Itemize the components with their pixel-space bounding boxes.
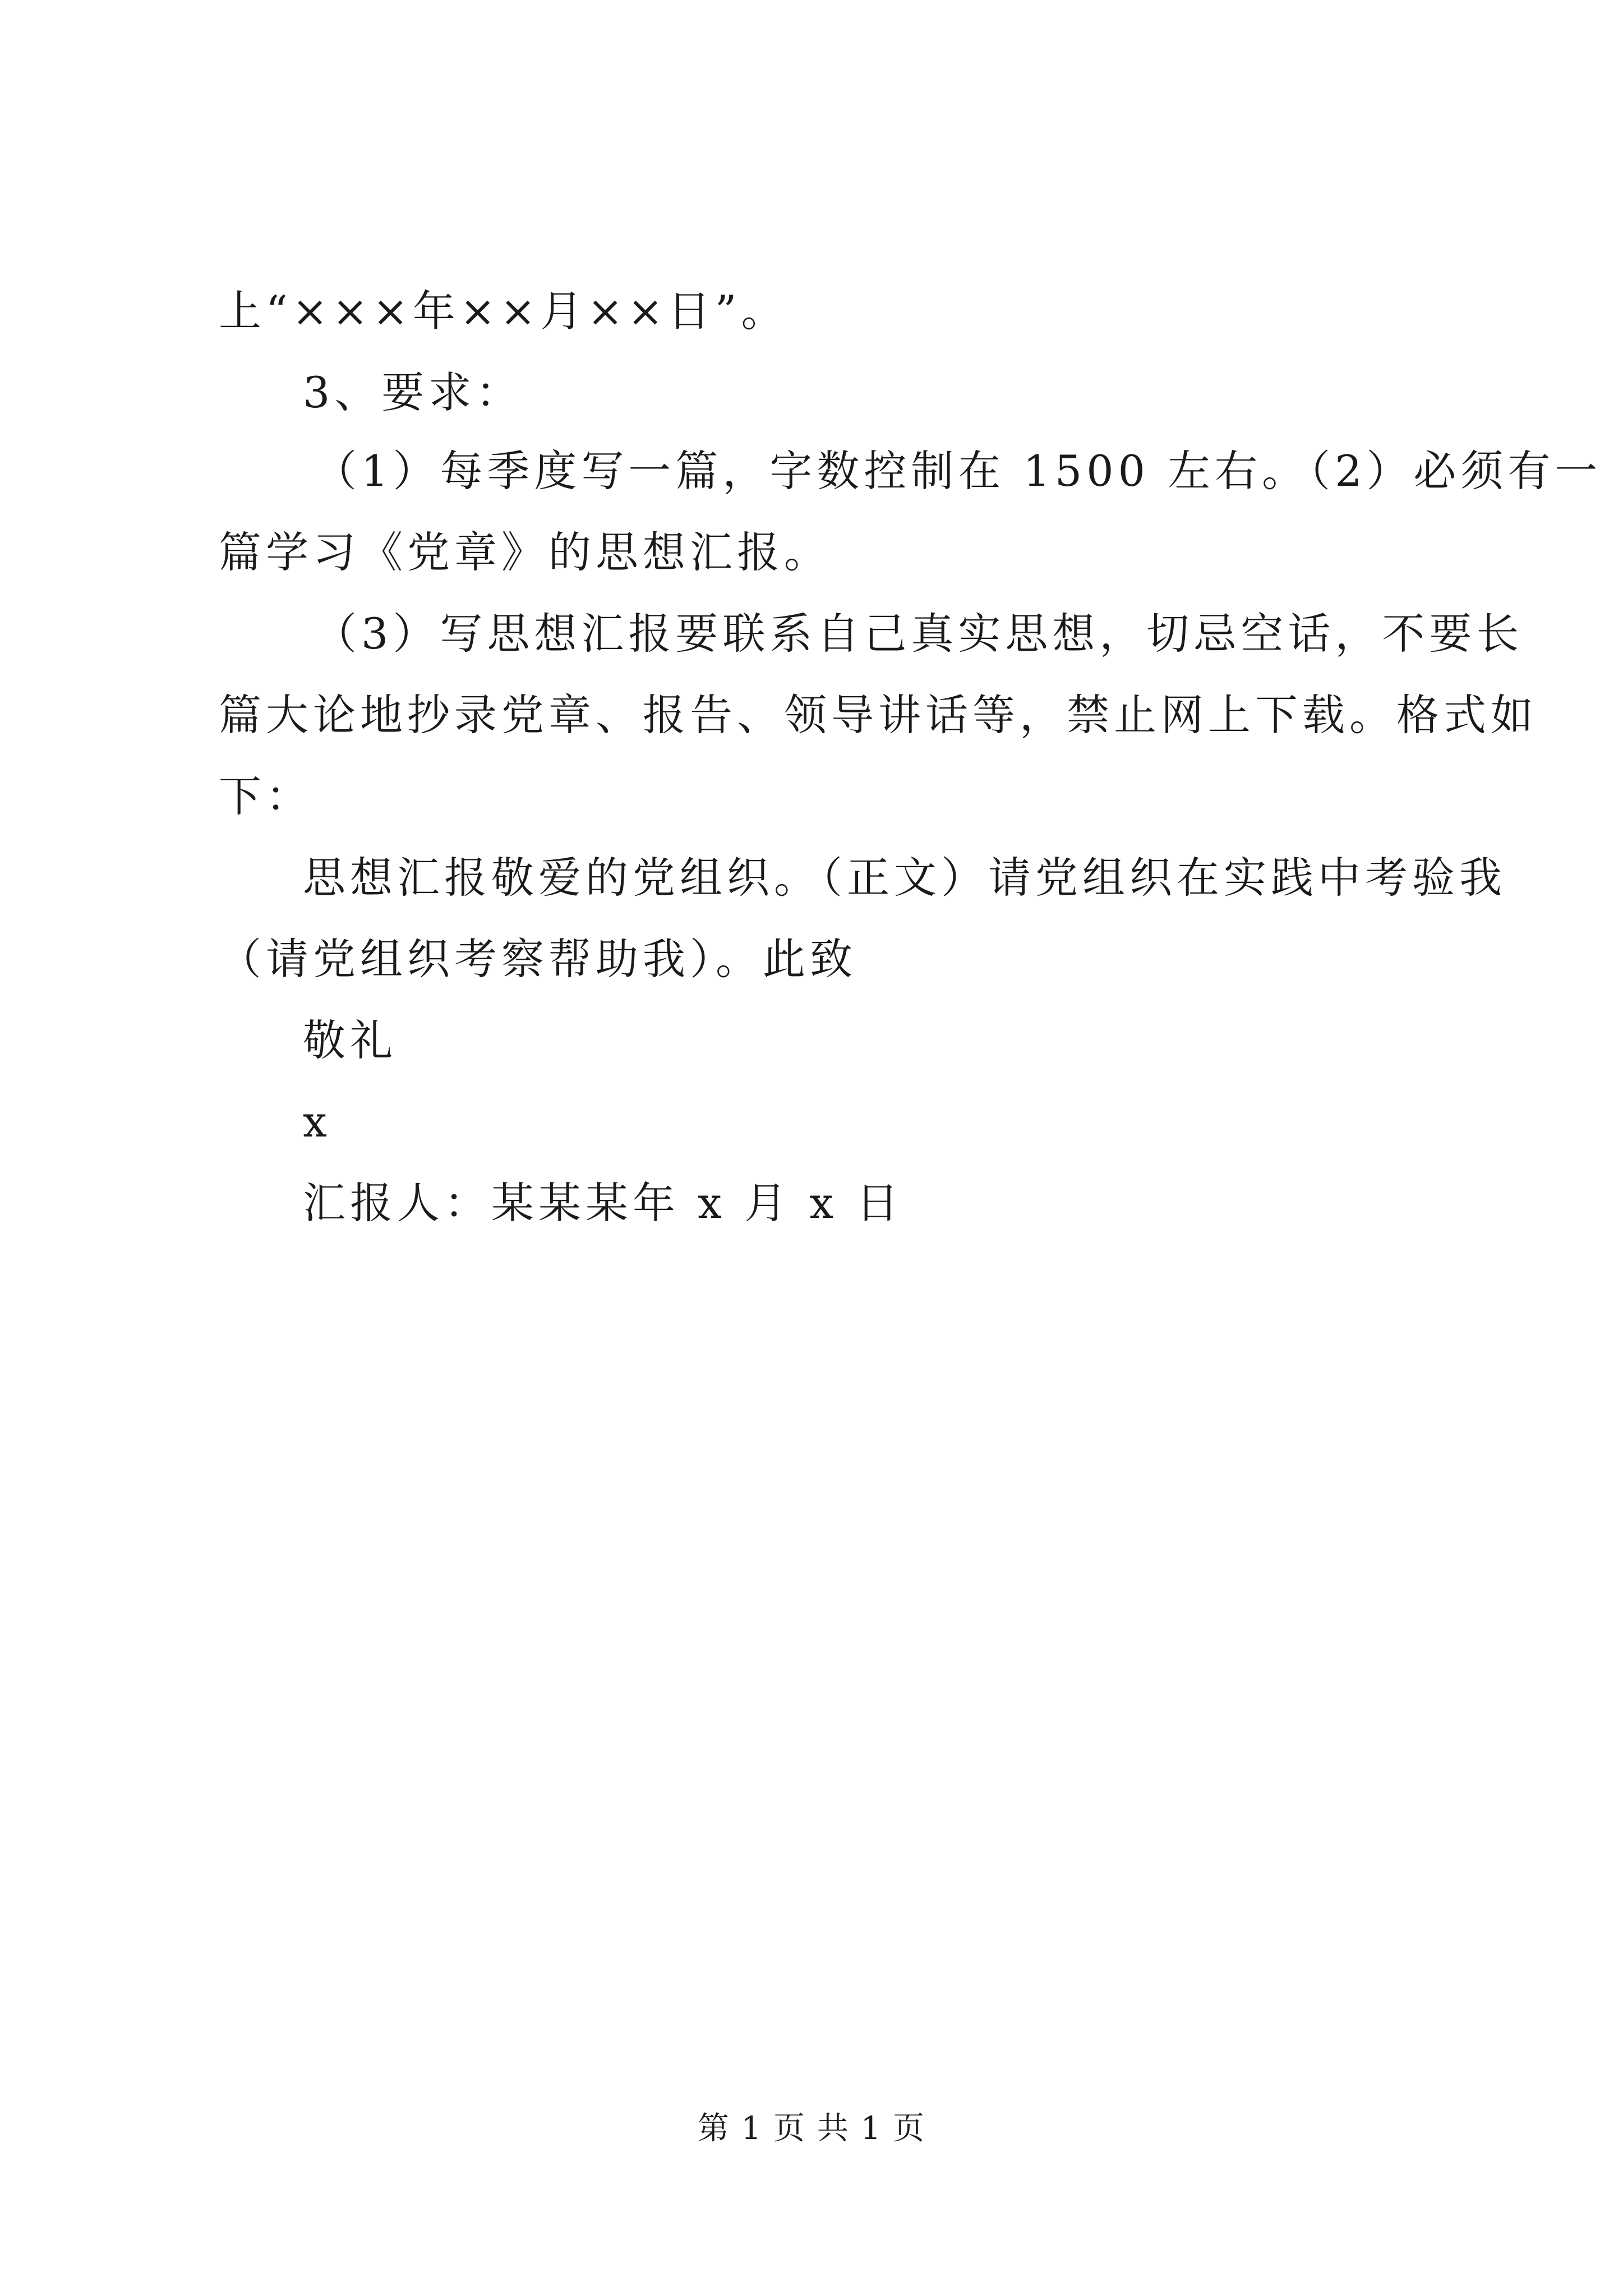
requirement-3-line-3: 下： <box>219 771 313 821</box>
reporter-signature-line: 汇报人：某某某年 x 月 x 日 <box>303 1178 903 1228</box>
format-example-line-1: 思想汇报敬爱的党组织。（正文）请党组织在实践中考验我 <box>303 853 1506 903</box>
placeholder-line: x <box>303 1097 331 1147</box>
salutation-line: 敬礼 <box>303 1015 397 1065</box>
requirement-3-line-1: （3）写思想汇报要联系自己真实思想，切忌空话，不要长 <box>314 609 1524 659</box>
body-line-date-format: 上“×××年××月××日”。 <box>219 286 789 336</box>
requirement-1-line-1: （1）每季度写一篇，字数控制在 1500 左右。（2）必须有一 <box>314 446 1602 496</box>
requirement-3-line-2: 篇大论地抄录党章、报告、领导讲话等，禁止网上下载。格式如 <box>219 690 1538 740</box>
page-number-footer: 第 1 页 共 1 页 <box>697 2110 926 2147</box>
requirement-1-line-2: 篇学习《党章》的思想汇报。 <box>219 527 831 577</box>
section-heading-requirements: 3、要求： <box>303 367 523 417</box>
format-example-line-2: （请党组织考察帮助我）。此致 <box>219 934 857 984</box>
